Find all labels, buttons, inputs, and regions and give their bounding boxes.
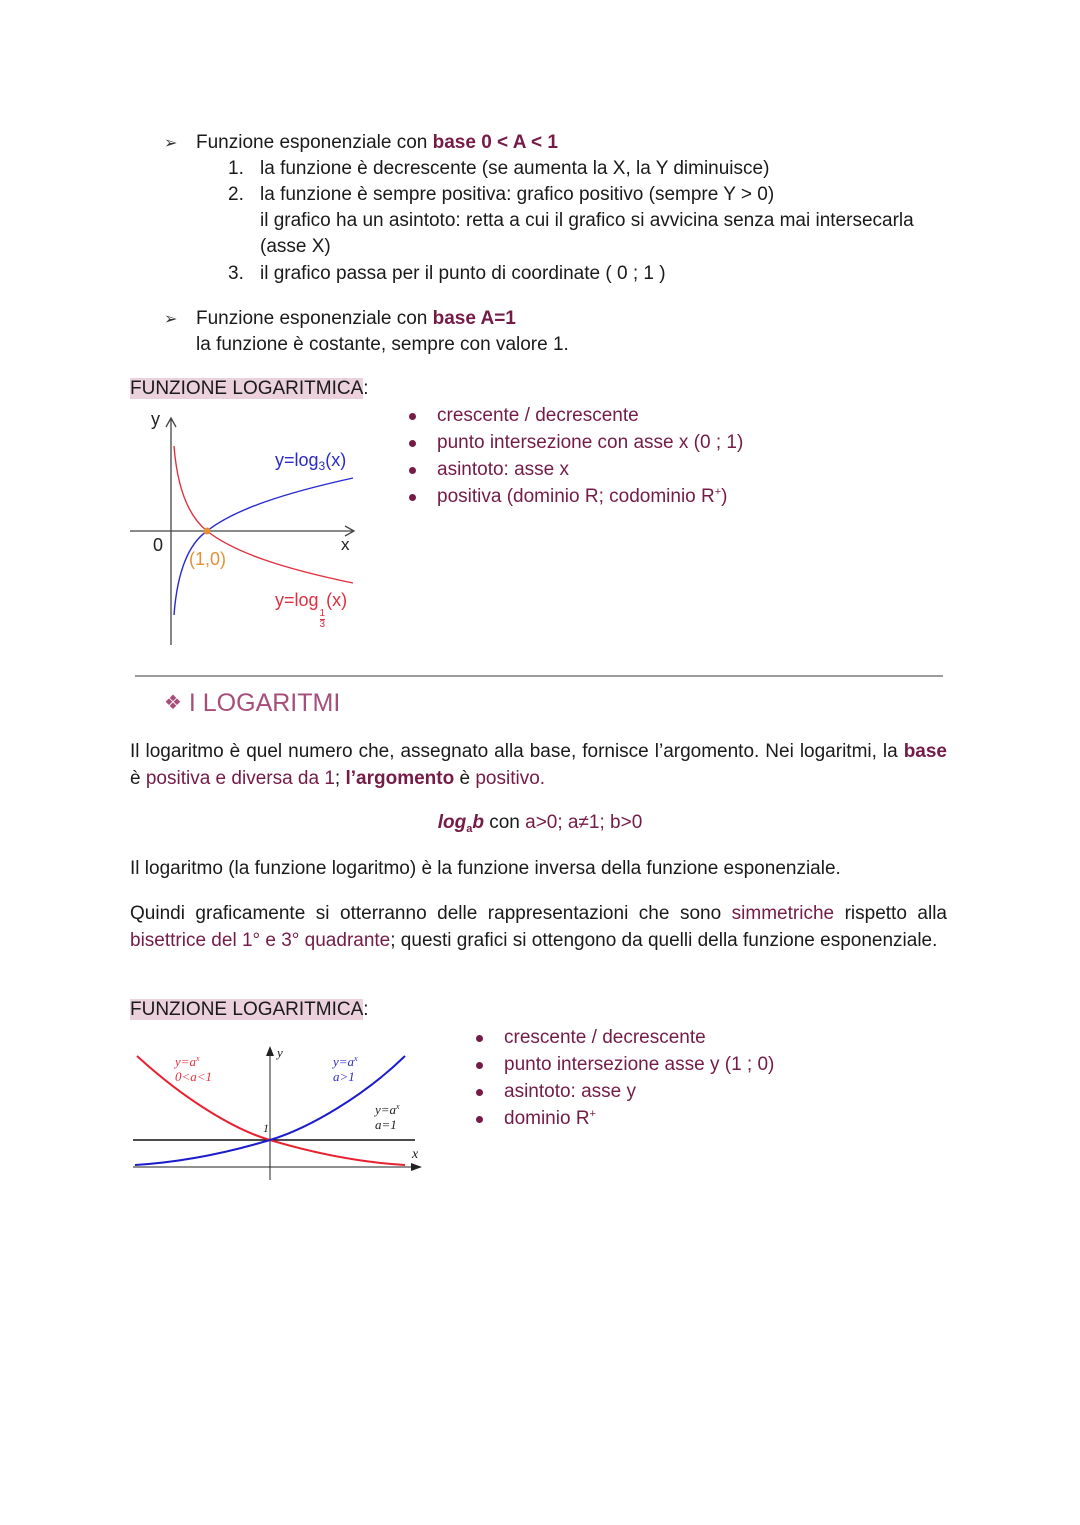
black-line-label: $y=a^x$ a=1 <box>375 1102 400 1132</box>
list-item: asintoto: asse y <box>472 1078 774 1105</box>
y-axis-label: y <box>151 409 160 429</box>
diamond-cluster-icon: ❖ <box>164 692 182 714</box>
section-label: FUNZIONE LOGARITMICA: <box>130 378 369 399</box>
inverse-function-paragraph: Il logaritmo (la funzione logaritmo) è la funzione inversa della funzione esponenziale. <box>130 858 841 879</box>
exp-base-lt1-title: Funzione esponenziale con base 0 < A < 1 <box>196 132 558 153</box>
section-heading: ❖ I LOGARITMI <box>164 689 341 717</box>
y-axis-label: y <box>277 1045 283 1060</box>
list-item-num: 2. <box>228 184 244 205</box>
list-item: asintoto: asse x <box>405 456 743 483</box>
logarithm-formula: $\log_ab$ con a>0; a≠1; b>0 <box>437 812 643 835</box>
arrowhead-bullet-icon: ➢ <box>164 311 178 328</box>
log-properties-list-1 <box>405 402 743 510</box>
list-item: crescente / decrescente <box>405 402 743 429</box>
section-label: FUNZIONE LOGARITMICA: <box>130 999 369 1020</box>
list-item-continuation: (asse X) <box>260 236 331 257</box>
list-item-num: 3. <box>228 263 244 284</box>
list-item-num: 1. <box>228 158 244 179</box>
exp-base-eq1-title: Funzione esponenziale con base A=1 <box>196 308 516 329</box>
blue-curve-label: $y=a^x$ a>1 <box>333 1054 358 1084</box>
list-item: dominio R+ <box>472 1105 774 1132</box>
one-label: 1 <box>263 1121 269 1135</box>
logarithm-definition-paragraph: Il logaritmo è quel numero che, assegnato alla base, fornisce l’argomento. Nei logaritmi, la base è positiva e diversa da 1; l’argomento è positivo. <box>130 741 947 789</box>
list-item: positiva (dominio R; codominio R+) <box>405 483 743 510</box>
list-item: il grafico passa per il punto di coordinate ( 0 ; 1 ) <box>260 263 666 284</box>
list-item: crescente / decrescente <box>472 1024 774 1051</box>
arrowhead-bullet-icon: ➢ <box>164 135 178 152</box>
red-curve-label: y=log $\frac{1}{3}$ (x) <box>275 590 348 630</box>
symmetry-paragraph: Quindi graficamente si otterranno delle rappresentazioni che sono simmetriche rispetto alla bisettrice del 1° e 3° quadrante; questi grafici si ottengono da quelli della funzione esponenziale. <box>130 903 947 951</box>
x-axis-label: x <box>412 1147 419 1162</box>
red-curve-label: $y=a^x$ 0<a<1 <box>175 1054 213 1084</box>
list-item: la funzione è decrescente (se aumenta la X, la Y diminuisce) <box>260 158 770 179</box>
intersection-point-label: (1,0) <box>189 549 227 569</box>
exp-base-eq1-desc: la funzione è costante, sempre con valore 1. <box>196 334 569 355</box>
exponential-graph <box>125 1040 430 1185</box>
blue-curve-label: $y=\log_3(x)$ <box>275 450 347 473</box>
x-axis-label: x <box>341 535 350 554</box>
list-item-continuation: il grafico ha un asintoto: retta a cui il grafico si avvicina senza mai intersecarla <box>260 210 914 231</box>
horizontal-divider <box>135 675 943 677</box>
list-item: punto intersezione asse y (1 ; 0) <box>472 1051 774 1078</box>
list-item: punto intersezione con asse x (0 ; 1) <box>405 429 743 456</box>
log-graph <box>125 405 375 655</box>
origin-label: 0 <box>153 535 164 555</box>
log-properties-list-2 <box>472 1024 774 1132</box>
list-item: la funzione è sempre positiva: grafico positivo (sempre Y > 0) <box>260 184 775 205</box>
